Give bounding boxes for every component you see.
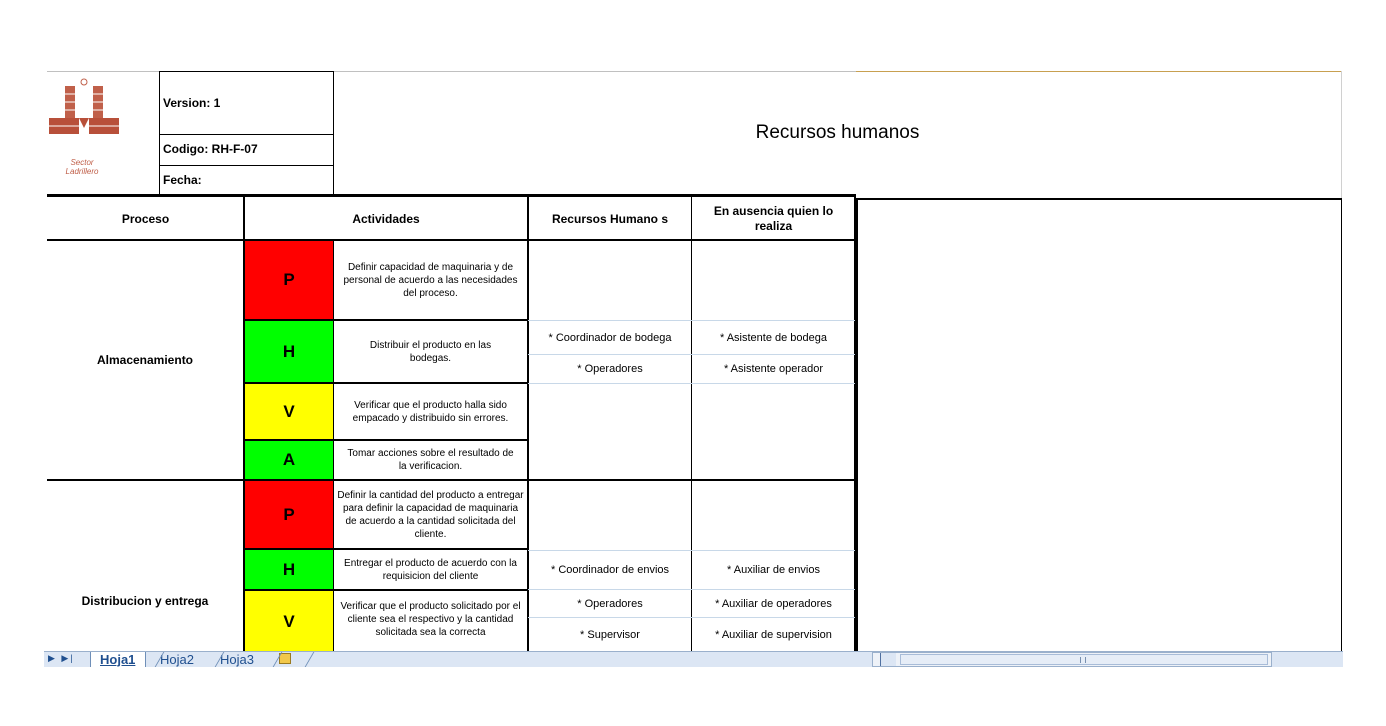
activity-distribuir-producto: Distribuir el producto en las bodegas. [369,339,492,364]
header-actividades: Actividades [352,211,420,226]
activity-tomar-acciones: Tomar acciones sobre el resultado de la verificacion. [347,448,514,472]
ausencia-asistente-bodega: * Asistente de bodega [719,331,828,344]
header-recursos-humanos: Recursos Humano s [551,211,669,226]
version-label: Version: 1 [163,96,221,110]
phase-v-almacenamiento: V [245,384,333,439]
phase-p-almacenamiento: P [245,241,333,319]
recurso-operadores: * Operadores [577,363,643,375]
brick-tower-logo [49,78,119,158]
phase-v-distribucion: V [245,591,333,652]
activity-verificar-empaque: Verificar que el producto halla sido empacado y distribuido sin errores. [352,399,509,424]
empty-region [856,198,1342,652]
ausencia-auxiliar-operadores: * Auxiliar de operadores [715,597,832,610]
scrollbar-left-button[interactable] [880,653,896,666]
ausencia-auxiliar-supervision: * Auxiliar de supervision [715,629,832,641]
logo-text-sector: Sector [70,158,94,167]
activity-definir-cantidad: Definir la cantidad del producto a entregar para definir la capacidad de maquinaria de acuerdo a la cantidad solicitada del cliente. [337,489,524,540]
sheet-tab-hoja1[interactable]: Hoja1 [100,651,136,667]
header-en-ausencia: En ausencia quien lo realiza [713,203,834,233]
phase-h-distribucion: H [245,550,333,589]
sheet-tab-hoja3[interactable]: Hoja3 [220,651,254,667]
header-proceso: Proceso [121,211,170,226]
logo-text-ladrillero: Ladrillero [65,167,99,176]
phase-h-almacenamiento: H [245,321,333,382]
scrollbar-grip-icon [1080,657,1086,663]
phase-a-almacenamiento: A [245,441,333,479]
process-distribucion-entrega: Distribucion y entrega [81,594,209,608]
process-almacenamiento: Almacenamiento [96,353,194,367]
sheet-tab-hoja2[interactable]: Hoja2 [160,651,194,667]
recurso-supervisor: * Supervisor [580,629,640,641]
recurso-coordinador-envios: * Coordinador de envios [550,564,670,576]
activity-entregar-producto: Entregar el producto de acuerdo con la requisicion del cliente [344,557,517,582]
sheet-nav-arrows[interactable]: ▶ ▶| [48,653,75,663]
activity-definir-capacidad: Definir capacidad de maquinaria y de personal de acuerdo a las necesidades del proceso. [343,261,518,299]
recurso-operadores-2: * Operadores [577,597,643,610]
codigo-label: Codigo: RH-F-07 [163,142,258,156]
activity-verificar-producto: Verificar que el producto solicitado por el cliente sea el respectivo y la cantidad solicitada sea la correcta [340,601,521,638]
page-title: Recursos humanos [755,122,920,143]
recurso-coordinador-bodega: * Coordinador de bodega [548,331,672,344]
phase-p-distribucion: P [245,481,333,548]
logo-cell [47,71,160,195]
fecha-label: Fecha: [163,173,202,187]
ausencia-auxiliar-envios: * Auxiliar de envios [727,564,820,576]
ausencia-asistente-operador: * Asistente operador [723,363,824,375]
